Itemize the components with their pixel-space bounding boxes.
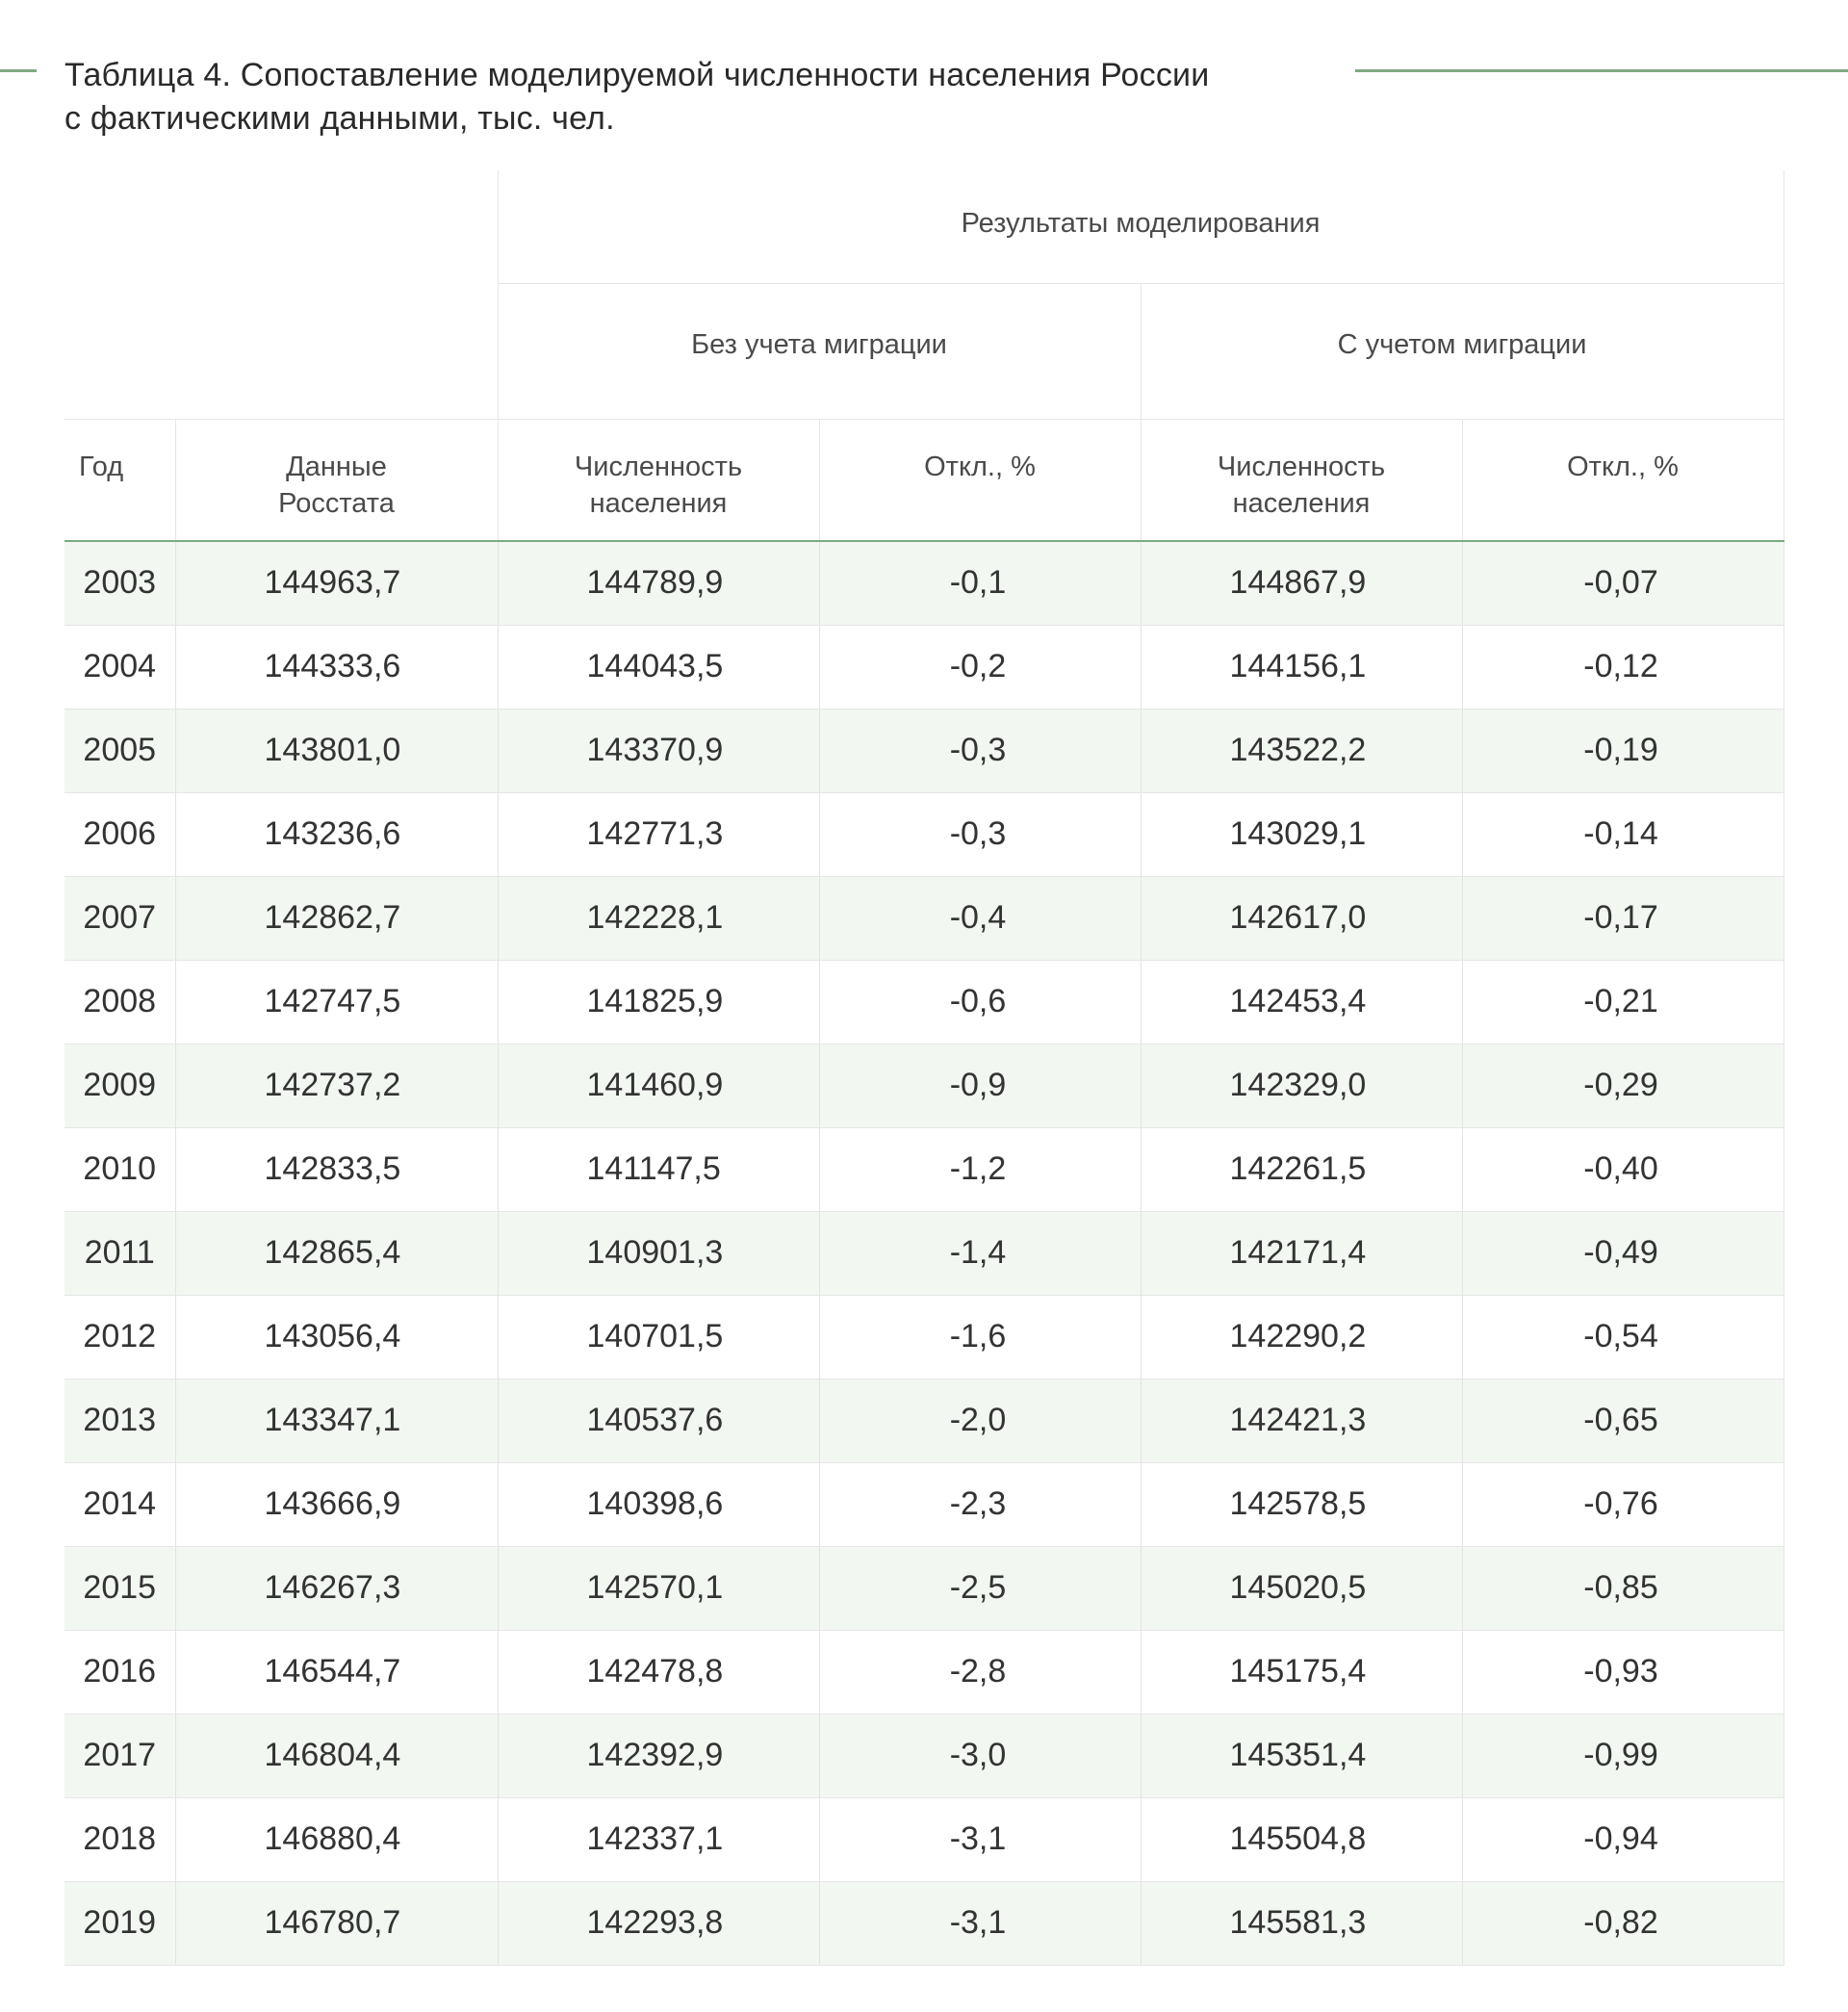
cell-deviation-no-migration: -1,6 [819, 1295, 1141, 1379]
cell-rosstat: 143236,6 [175, 792, 498, 876]
caption-rule-right [1355, 69, 1848, 72]
cell-deviation-no-migration: -0,1 [819, 541, 1141, 625]
cell-population-with-migration: 145020,5 [1141, 1546, 1462, 1630]
cell-population-with-migration: 143522,2 [1141, 709, 1462, 792]
cell-year: 2012 [64, 1295, 175, 1379]
header-with-migration: С учетом миграции [1141, 283, 1784, 419]
cell-deviation-with-migration: -0,94 [1462, 1797, 1784, 1881]
cell-rosstat: 142747,5 [175, 960, 498, 1044]
table-row [64, 1630, 1784, 1714]
table-row [64, 1797, 1784, 1881]
header-deviation-with-migration: Откл., % [1462, 419, 1784, 541]
caption-line-1: Таблица 4. Сопоставление моделируемой численности населения России [64, 57, 1210, 93]
table-body [64, 541, 1784, 1965]
cell-population-no-migration: 143370,9 [498, 709, 819, 792]
table-header [64, 170, 1784, 541]
cell-year: 2010 [64, 1127, 175, 1211]
table-caption [64, 54, 1335, 141]
cell-population-no-migration: 141147,5 [498, 1127, 819, 1211]
table-row [64, 1546, 1784, 1630]
cell-deviation-no-migration: -0,4 [819, 876, 1141, 960]
cell-deviation-no-migration: -0,3 [819, 792, 1141, 876]
cell-population-with-migration: 145351,4 [1141, 1714, 1462, 1797]
cell-population-with-migration: 142617,0 [1141, 876, 1462, 960]
cell-deviation-no-migration: -2,0 [819, 1379, 1141, 1462]
cell-population-no-migration: 142337,1 [498, 1797, 819, 1881]
cell-population-no-migration: 142570,1 [498, 1546, 819, 1630]
cell-deviation-with-migration: -0,17 [1462, 876, 1784, 960]
caption-line-2: с фактическими данными, тыс. чел. [64, 100, 615, 137]
cell-deviation-no-migration: -0,3 [819, 709, 1141, 792]
header-rosstat-line-1: Данные [286, 451, 387, 482]
header-population-no-migration [498, 419, 819, 541]
cell-population-with-migration: 142290,2 [1141, 1295, 1462, 1379]
table-row [64, 960, 1784, 1044]
cell-population-no-migration: 142478,8 [498, 1630, 819, 1714]
cell-year: 2016 [64, 1630, 175, 1714]
cell-rosstat: 146780,7 [175, 1881, 498, 1965]
cell-population-with-migration: 145581,3 [1141, 1881, 1462, 1965]
table-row [64, 1379, 1784, 1462]
population-comparison-table [64, 170, 1784, 1966]
cell-deviation-no-migration: -3,1 [819, 1797, 1141, 1881]
header-empty-corner [64, 170, 498, 419]
cell-deviation-with-migration: -0,40 [1462, 1127, 1784, 1211]
table-row [64, 1462, 1784, 1546]
table-row [64, 1127, 1784, 1211]
header-row-results [64, 170, 1784, 283]
cell-deviation-no-migration: -3,1 [819, 1881, 1141, 1965]
cell-rosstat: 144963,7 [175, 541, 498, 625]
cell-population-with-migration: 144867,9 [1141, 541, 1462, 625]
cell-population-no-migration: 144789,9 [498, 541, 819, 625]
cell-population-no-migration: 140537,6 [498, 1379, 819, 1462]
cell-deviation-with-migration: -0,76 [1462, 1462, 1784, 1546]
cell-year: 2009 [64, 1044, 175, 1127]
table-row [64, 792, 1784, 876]
cell-population-no-migration: 142293,8 [498, 1881, 819, 1965]
header-rosstat [175, 419, 498, 541]
cell-rosstat: 146804,4 [175, 1714, 498, 1797]
cell-deviation-with-migration: -0,07 [1462, 541, 1784, 625]
cell-year: 2014 [64, 1462, 175, 1546]
cell-deviation-with-migration: -0,85 [1462, 1546, 1784, 1630]
cell-rosstat: 143666,9 [175, 1462, 498, 1546]
cell-population-with-migration: 142261,5 [1141, 1127, 1462, 1211]
cell-deviation-no-migration: -0,9 [819, 1044, 1141, 1127]
header-rosstat-line-2: Росстата [278, 487, 395, 519]
header-population-line-1: Численность [1217, 451, 1386, 482]
table-row [64, 1295, 1784, 1379]
table-row [64, 1714, 1784, 1797]
cell-deviation-with-migration: -0,65 [1462, 1379, 1784, 1462]
cell-population-no-migration: 142392,9 [498, 1714, 819, 1797]
cell-deviation-no-migration: -0,6 [819, 960, 1141, 1044]
cell-population-with-migration: 142578,5 [1141, 1462, 1462, 1546]
cell-year: 2008 [64, 960, 175, 1044]
header-year: Год [64, 419, 175, 541]
cell-year: 2019 [64, 1881, 175, 1965]
cell-deviation-no-migration: -2,5 [819, 1546, 1141, 1630]
cell-deviation-no-migration: -3,0 [819, 1714, 1141, 1797]
header-population-line-2: населения [1232, 487, 1371, 519]
cell-year: 2005 [64, 709, 175, 792]
header-modeling-results: Результаты моделирования [498, 170, 1784, 283]
cell-deviation-no-migration: -1,4 [819, 1211, 1141, 1295]
cell-deviation-with-migration: -0,29 [1462, 1044, 1784, 1127]
cell-year: 2013 [64, 1379, 175, 1462]
cell-year: 2017 [64, 1714, 175, 1797]
cell-deviation-with-migration: -0,54 [1462, 1295, 1784, 1379]
cell-population-no-migration: 140701,5 [498, 1295, 819, 1379]
cell-population-with-migration: 142329,0 [1141, 1044, 1462, 1127]
cell-deviation-with-migration: -0,21 [1462, 960, 1784, 1044]
cell-population-no-migration: 140901,3 [498, 1211, 819, 1295]
cell-deviation-no-migration: -2,8 [819, 1630, 1141, 1714]
cell-rosstat: 142737,2 [175, 1044, 498, 1127]
cell-population-with-migration: 145504,8 [1141, 1797, 1462, 1881]
cell-population-with-migration: 142421,3 [1141, 1379, 1462, 1462]
cell-rosstat: 146267,3 [175, 1546, 498, 1630]
cell-population-no-migration: 142771,3 [498, 792, 819, 876]
cell-rosstat: 142833,5 [175, 1127, 498, 1211]
caption-rule-left [0, 69, 37, 72]
cell-population-no-migration: 142228,1 [498, 876, 819, 960]
cell-deviation-with-migration: -0,99 [1462, 1714, 1784, 1797]
cell-rosstat: 146544,7 [175, 1630, 498, 1714]
cell-year: 2018 [64, 1797, 175, 1881]
cell-rosstat: 143347,1 [175, 1379, 498, 1462]
cell-deviation-with-migration: -0,82 [1462, 1881, 1784, 1965]
header-population-line-1: Численность [574, 451, 743, 482]
cell-deviation-with-migration: -0,19 [1462, 709, 1784, 792]
table-row [64, 1044, 1784, 1127]
cell-deviation-no-migration: -2,3 [819, 1462, 1141, 1546]
header-no-migration: Без учета миграции [498, 283, 1141, 419]
cell-rosstat: 142862,7 [175, 876, 498, 960]
cell-year: 2011 [64, 1211, 175, 1295]
cell-population-with-migration: 143029,1 [1141, 792, 1462, 876]
table-row [64, 876, 1784, 960]
header-row-columns [64, 419, 1784, 541]
cell-deviation-with-migration: -0,93 [1462, 1630, 1784, 1714]
cell-rosstat: 144333,6 [175, 625, 498, 709]
cell-year: 2007 [64, 876, 175, 960]
cell-year: 2006 [64, 792, 175, 876]
header-population-line-2: населения [589, 487, 728, 519]
cell-rosstat: 143056,4 [175, 1295, 498, 1379]
cell-year: 2003 [64, 541, 175, 625]
cell-year: 2015 [64, 1546, 175, 1630]
cell-deviation-no-migration: -0,2 [819, 625, 1141, 709]
cell-rosstat: 143801,0 [175, 709, 498, 792]
cell-rosstat: 142865,4 [175, 1211, 498, 1295]
cell-deviation-with-migration: -0,14 [1462, 792, 1784, 876]
cell-population-with-migration: 145175,4 [1141, 1630, 1462, 1714]
cell-rosstat: 146880,4 [175, 1797, 498, 1881]
cell-deviation-no-migration: -1,2 [819, 1127, 1141, 1211]
cell-population-no-migration: 141825,9 [498, 960, 819, 1044]
cell-population-with-migration: 142453,4 [1141, 960, 1462, 1044]
cell-year: 2004 [64, 625, 175, 709]
cell-population-with-migration: 142171,4 [1141, 1211, 1462, 1295]
cell-population-no-migration: 144043,5 [498, 625, 819, 709]
cell-population-with-migration: 144156,1 [1141, 625, 1462, 709]
table-row [64, 709, 1784, 792]
cell-deviation-with-migration: -0,49 [1462, 1211, 1784, 1295]
table-row [64, 1211, 1784, 1295]
header-population-with-migration [1141, 419, 1462, 541]
cell-population-no-migration: 141460,9 [498, 1044, 819, 1127]
table-row [64, 541, 1784, 625]
cell-deviation-with-migration: -0,12 [1462, 625, 1784, 709]
table-row [64, 1881, 1784, 1965]
header-deviation-no-migration: Откл., % [819, 419, 1141, 541]
cell-population-no-migration: 140398,6 [498, 1462, 819, 1546]
table-row [64, 625, 1784, 709]
